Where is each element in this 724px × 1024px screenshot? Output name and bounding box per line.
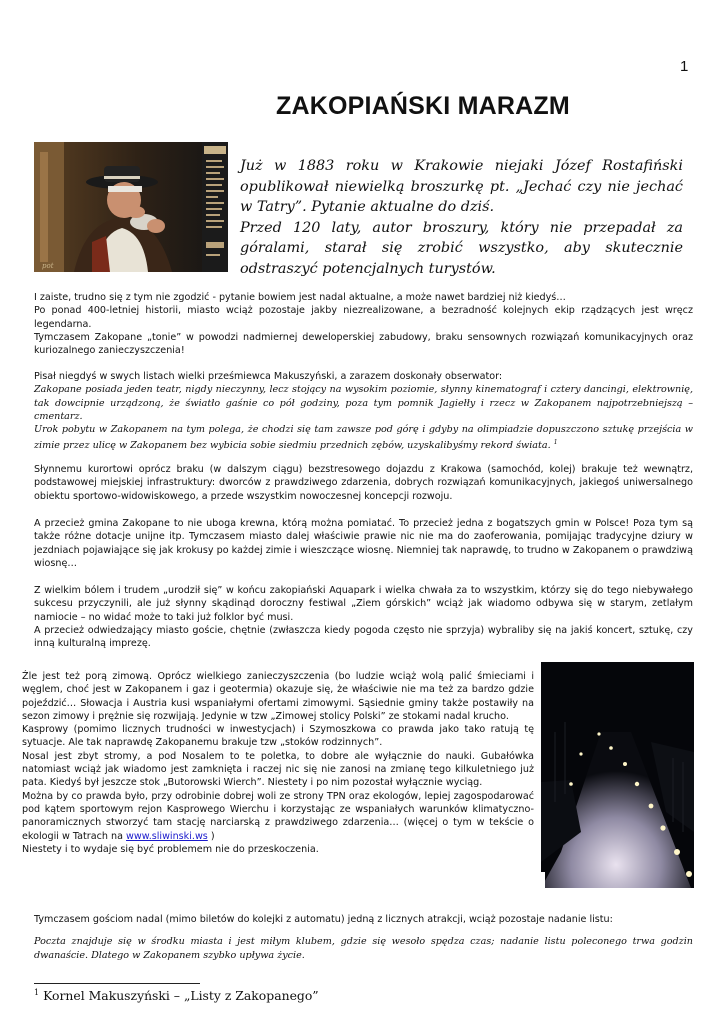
quote-text: Urok pobytu w Zakopanem na tym polega, że chodzi się tam zawsze pod górę i gdyby na olimpiadzie dopuszczono sztukę przejścia w zimie przez ulicę w Zakopanem bez wybicia sobie siedmiu przednich zębów, uzyskalibyśmy rekord świata. bbox=[34, 424, 693, 452]
footnote-divider bbox=[34, 983, 200, 984]
svg-text:pot: pot bbox=[42, 262, 54, 270]
paragraph: Źle jest też porą zimową. Oprócz wielkiego zanieczyszczenia (bo ludzie wciąż wolą palić śmieciami i węglem, choć jest w Zakopanem i gaz i geotermia) okazuje się, że właściwie nie ma też za bardzo gdzie pojeździć… Słowacja i Austria kusi wspaniałymi ofertami zimowymi. Sąsiednie gminy także postawiły na sezon zimowy i prężnie się rozwijają. Jedynie w tzw „Zimowej stolicy Polski” ze stokami nadal krucho. bbox=[22, 671, 534, 722]
section-3 bbox=[34, 463, 693, 503]
highlander-photo bbox=[34, 142, 228, 272]
footnote bbox=[34, 988, 319, 1003]
ski-slope-photo bbox=[541, 662, 694, 888]
paragraph: Tymczasem Zakopane „tonie” w powodzi nadmiernej deweloperskiej zabudowy, braku sensownych rozwiązań komunikacyjnych oraz kuriozalnego zanieczyszczenia! bbox=[34, 331, 693, 357]
section-4 bbox=[34, 517, 693, 570]
paragraph: Kasprowy (pomimo licznych trudności w inwestycjach) i Szymoszkowa co prawda jako tako ratują tę sytuacje. Ale tak naprawdę Zakopanemu brakuje tzw „stoków rodzinnych”. bbox=[22, 724, 534, 749]
page-title: ZAKOPIAŃSKI MARAZM bbox=[276, 92, 570, 120]
footnote-mark: 1 bbox=[34, 988, 40, 997]
paragraph: Słynnemu kurortowi oprócz braku (w dalszym ciągu) bezstresowego dojazdu z Krakowa (samochód, kolej) brakuje też wewnątrz, podstawowej miejskiej infrastruktury: dworców z prawdziwego zdarzenia, dobrych rozwiązań komunikacyjnych, jakiegoś uniwersalnego obiektu sportowo-widowiskowego, a przede wszystkim nowoczesnej koncepcji rozwoju. bbox=[34, 464, 693, 502]
website-link[interactable]: www.sliwinski.ws bbox=[126, 830, 208, 842]
section-2 bbox=[34, 370, 693, 453]
section-1 bbox=[34, 291, 693, 357]
quote: Zakopane posiada jeden teatr, nigdy nieczynny, lecz stojący na wysokim poziomie, słynny kinematograf i cztery dancingi, elektrownię, tak dowcipnie urządzoną, że światło gaśnie co pół godziny, poza tym pomnik Jagiełły i rzecz w Zakopanem najpotrzebniejszą – cmentarz. bbox=[34, 384, 693, 422]
section-7 bbox=[34, 913, 693, 962]
paragraph: Po ponad 400-letniej historii, miasto wciąż pozostaje jakby niezrealizowane, a bezradność kolejnych ekip rządzących jest wręcz legendarna. bbox=[34, 305, 693, 330]
quote: Poczta znajduje się w środku miasta i jest miłym klubem, gdzie się wesoło spędza czas; nadanie listu poleconego trwa godzin dwanaście. Dlatego w Zakopanem szybko upływa życie. bbox=[34, 936, 693, 961]
paragraph-text: Można by co prawda było, przy odrobinie dobrej woli ze strony TPN oraz ekologów, lepiej zagospodarować pod kątem sportowym rejon Kasprowego Wierchu i korzystając ze wspaniałych warunków klimatyczno-panoramicznych stworzyć tam stację narciarską z prawdziwego zdarzenia… (więcej o tym w tekście o ekologii w Tatrach na bbox=[22, 790, 534, 842]
paragraph: I zaiste, trudno się z tym nie zgodzić - pytanie bowiem jest nadal aktualne, a może nawet bardziej niż kiedyś… bbox=[34, 292, 566, 303]
paragraph: Tymczasem gościom nadal (mimo biletów do kolejki z automatu) jedną z licznych atrakcji, wciąż pozostaje nadanie listu: bbox=[34, 914, 613, 925]
paragraph: Z wielkim bólem i trudem „urodził się” w końcu zakopiański Aquapark i wielka chwała za to wszystkim, którzy się do tego niebywałego sukcesu przyczynili, ale już słynny skądinąd doroczny festiwal „Ziem górskich” wciąż jak wiadomo odbywa się w starym, zetlałym namiocie – no widać może to taki już folklor być musi. bbox=[34, 585, 693, 623]
footnote-text: Kornel Makuszyński – „Listy z Zakopanego” bbox=[43, 988, 319, 1004]
page-number: 1 bbox=[680, 58, 689, 75]
section-6 bbox=[22, 670, 534, 856]
paragraph-text: ) bbox=[207, 830, 215, 842]
paragraph: A przecież gmina Zakopane to nie uboga krewna, którą można pomiatać. To przecież jedna z bogatszych gmin w Polsce! Poza tym są także różne dotacje unijne itp. Tymczasem miasto dalej właściwie prawie nic nie ma do zaoferowania, pomijając tradycyjne dziury w jezdniach pojawiające się jak krokusy po każdej zimie i wieszczące wiosnę. Niemniej tak naprawdę, to trudno w Zakopanem o prawdziwą wiosnę… bbox=[34, 518, 693, 569]
paragraph: A przecież odwiedzający miasto goście, chętnie (zwłaszcza kiedy pogoda często nie sprzyja) wybraliby się na jakiś koncert, sztukę, czy inną kulturalną imprezę. bbox=[34, 624, 693, 650]
intro-line: Już w 1883 roku w Krakowie niejaki Józef Rostafiński opublikował niewielką broszurkę pt. „Jechać czy nie jechać w Tatry”. Pytanie aktualne do dziś. bbox=[240, 158, 683, 216]
quote bbox=[34, 423, 693, 453]
section-5 bbox=[34, 584, 693, 650]
intro-paragraph bbox=[240, 156, 683, 280]
paragraph: Niestety i to wydaje się być problemem nie do przeskoczenia. bbox=[22, 843, 319, 855]
intro-line: Przed 120 laty, autor broszury, który nie przepadał za góralami, starał się zrobić wszystko, aby skutecznie odstraszyć potencjalnych turystów. bbox=[240, 219, 683, 277]
footnote-ref: 1 bbox=[553, 439, 558, 447]
paragraph: Pisał niegdyś w swych listach wielki prześmiewca Makuszyński, a zarazem doskonały obserwator: bbox=[34, 371, 503, 382]
paragraph: Nosal jest zbyt stromy, a pod Nosalem to te poletka, to dobre ale wyłącznie do nauki. Gubałówka natomiast wciąż jak wiadomo jest zamknięta i raczej nic się nie zanosi na zmianę tego kilkuletniego już pata. Kiedyś był jeszcze stok „Butorowski Wierch”. Niestety i po nim pozostał wyłącznie wyciąg. bbox=[22, 750, 534, 789]
paragraph bbox=[22, 790, 534, 843]
